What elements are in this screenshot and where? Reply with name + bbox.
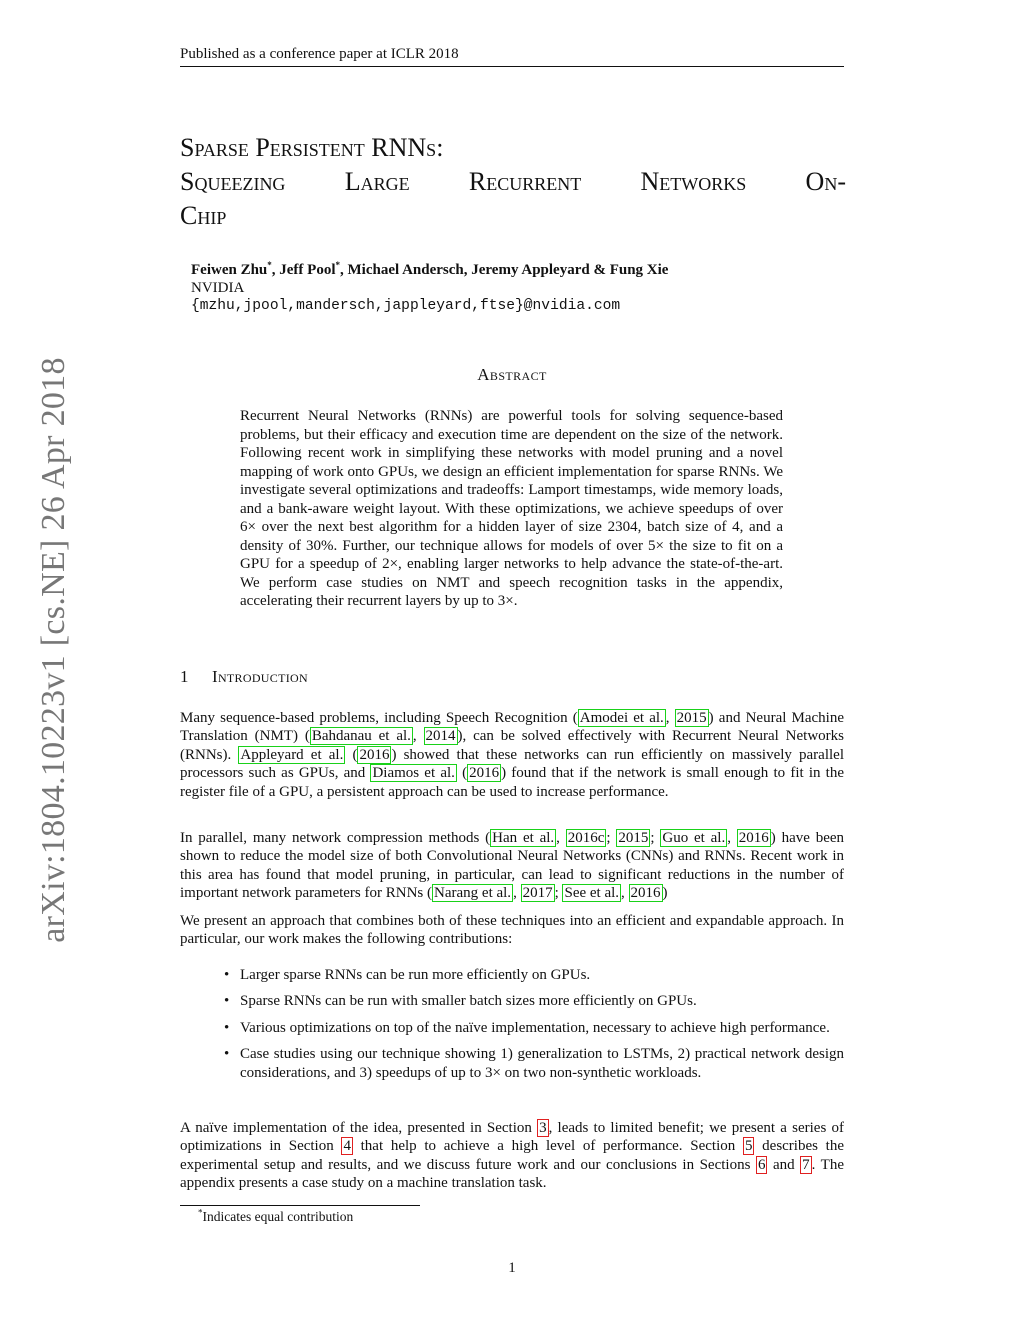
- section-title: Introduction: [212, 667, 308, 686]
- abstract-text: Recurrent Neural Networks (RNNs) are powerful tools for solving sequence-based problems, but their efficacy and execution time are dependent on the size of the network. Following recent work in simplifying these networks with model pruning and a novel mapping of work onto GPUs, we design an efficient implementation for sparse RNNs. We investigate several optimizations and tradeoffs: Lamport timestamps, wide memory loads, and a bank-aware weight layout. With these optimizations, we achieve speedups of over 6× over the next best algorithm for a hidden layer of size 2304, batch size of 4, and a density of 30%. Further, our technique allows for models of over 5× the size to fit on a GPU for a speedup of 2×, enabling larger networks to help advance the state-of-the-art. We perform case studies on NMT and speech recognition tasks in the appendix, accelerating their recurrent layers by up to 3×.: [240, 408, 783, 609]
- section-heading-introduction: [180, 667, 308, 687]
- equal-contribution-mark: *: [267, 260, 272, 270]
- text-run: A naïve implementation of the idea, presented in Section: [180, 1120, 538, 1136]
- title-line-3: Chip: [180, 201, 227, 230]
- text-run: ;: [650, 830, 661, 846]
- author-emails: {mzhu,jpool,mandersch,jappleyard,ftse}@nvidia.com: [191, 298, 621, 314]
- paper-title: [180, 131, 846, 233]
- section-ref-link[interactable]: 4: [343, 1138, 351, 1155]
- list-item-text: Various optimizations on top of the naïve implementation, necessary to achieve high performance.: [240, 1019, 830, 1036]
- text-run: ,: [412, 728, 424, 745]
- section-ref-link[interactable]: 5: [744, 1138, 753, 1155]
- section-ref-link[interactable]: 6: [757, 1156, 766, 1173]
- author-names-rest: , Michael Andersch, Jeremy Appleyard & Fung Xie: [340, 262, 669, 278]
- text-run: . The appendix presents a case study on a machine translation task.: [180, 1156, 844, 1192]
- abstract-heading: Abstract: [477, 365, 547, 384]
- intro-paragraph-2: [180, 829, 844, 903]
- citation-link[interactable]: Appleyard et al.: [240, 746, 344, 763]
- author-list: [191, 261, 831, 279]
- text-run: describes the experimental setup and results, and we discuss future work and our conclusions in Sections: [180, 1138, 844, 1173]
- list-item: [180, 992, 844, 1010]
- arxiv-identifier: arXiv:1804.10223v1 [cs.NE] 26 Apr 2018: [35, 357, 72, 943]
- text-run: ): [662, 885, 668, 902]
- text-run: ;: [606, 830, 617, 846]
- footnote-mark: *: [198, 1207, 203, 1218]
- citation-link[interactable]: 2015: [676, 710, 707, 726]
- citation-link[interactable]: Han et al.: [492, 830, 555, 846]
- citation-link[interactable]: 2016: [469, 765, 500, 782]
- citation-link[interactable]: Diamos et al.: [372, 765, 455, 782]
- list-item: [180, 966, 844, 984]
- text-run: ,: [513, 885, 521, 902]
- text-run: ), can be solved effectively with Recurrent Neural Networks (RNNs).: [180, 728, 845, 763]
- text-run: , leads to limited benefit; we present a series of optimizations in Section: [180, 1120, 844, 1155]
- list-item-text: Larger sparse RNNs can be run more efficiently on GPUs.: [240, 967, 591, 983]
- intro-paragraph-3: We present an approach that combines both of these techniques into an efficient and expandable approach. In particular, our work makes the following contributions:: [180, 913, 844, 948]
- title-line-2: Squeezing Large Recurrent Networks On-: [180, 167, 846, 196]
- author-name: Feiwen Zhu: [191, 262, 268, 278]
- bullet-icon: •: [224, 967, 230, 983]
- list-item-text: Case studies using our technique showing 1) generalization to LSTMs, 2) practical network design considerations, and 3) speedups of up to 3× on two non-synthetic workloads.: [240, 1046, 844, 1081]
- citation-link[interactable]: Amodei et al.: [579, 710, 664, 726]
- citation-link[interactable]: Guo et al.: [662, 830, 726, 846]
- citation-link[interactable]: 2015: [618, 830, 649, 846]
- bullet-icon: •: [224, 1019, 230, 1036]
- list-item: [180, 1019, 844, 1037]
- footnote-text: Indicates equal contribution: [202, 1209, 354, 1224]
- author-name: , Jeff Pool: [271, 262, 336, 278]
- citation-link[interactable]: See et al.: [564, 885, 620, 902]
- text-run: ) found that if the network is small enough to fit in the register file of a GPU, a persistent approach can be used to increase performance.: [180, 765, 844, 800]
- text-run: ,: [727, 830, 737, 846]
- text-run: Many sequence-based problems, including Speech Recognition (: [180, 710, 578, 726]
- list-item-text: Sparse RNNs can be run with smaller batch sizes more efficiently on GPUs.: [240, 993, 697, 1010]
- citation-link[interactable]: 2016c: [567, 830, 605, 846]
- text-run: In parallel, many network compression methods (: [180, 830, 491, 846]
- contribution-list: [180, 966, 844, 1090]
- text-run: ) and Neural Machine Translation (NMT) (: [180, 710, 845, 745]
- section-ref-link[interactable]: 7: [802, 1156, 810, 1173]
- footnote: [198, 1208, 353, 1225]
- text-run: ,: [665, 710, 675, 726]
- page-number: 1: [508, 1260, 516, 1276]
- intro-paragraph-4: [180, 1119, 844, 1193]
- citation-link[interactable]: Bahdanau et al.: [311, 728, 411, 745]
- text-run: ) have been shown to reduce the model size of both Convolutional Neural Networks (CNNs) and RNNs. Recent work in this area has found that model pruning, in particular, can lead to significant reductions in the number of important network parameters for RNNs (: [180, 830, 845, 902]
- bullet-icon: •: [224, 993, 230, 1010]
- text-run: (: [456, 765, 468, 782]
- text-run: ,: [621, 885, 629, 902]
- text-run: ) showed that these networks can run efficiently on massively parallel processors such as GPUs, and: [180, 746, 844, 782]
- intro-paragraph-1: [180, 709, 844, 801]
- citation-link[interactable]: 2017: [522, 885, 553, 902]
- list-item: [180, 1045, 844, 1082]
- citation-link[interactable]: 2016: [359, 746, 390, 763]
- citation-link[interactable]: 2016: [738, 830, 769, 846]
- section-ref-link[interactable]: 3: [539, 1120, 547, 1136]
- text-run: (: [345, 746, 358, 763]
- citation-link[interactable]: 2016: [630, 885, 661, 902]
- running-head: Published as a conference paper at ICLR 2018: [180, 45, 844, 67]
- equal-contribution-mark: *: [335, 260, 340, 270]
- text-run: that help to achieve a high level of performance. Section: [352, 1138, 743, 1155]
- section-number: 1: [180, 667, 189, 686]
- text-run: ,: [556, 830, 566, 846]
- title-line-1: Sparse Persistent RNNs:: [180, 133, 444, 162]
- bullet-icon: •: [224, 1046, 230, 1063]
- text-run: and: [767, 1156, 801, 1173]
- citation-link[interactable]: 2014: [425, 728, 456, 745]
- text-run: ;: [554, 885, 563, 902]
- citation-link[interactable]: Narang et al.: [434, 885, 512, 902]
- affiliation: NVIDIA: [191, 280, 245, 296]
- footnote-divider: [180, 1205, 420, 1206]
